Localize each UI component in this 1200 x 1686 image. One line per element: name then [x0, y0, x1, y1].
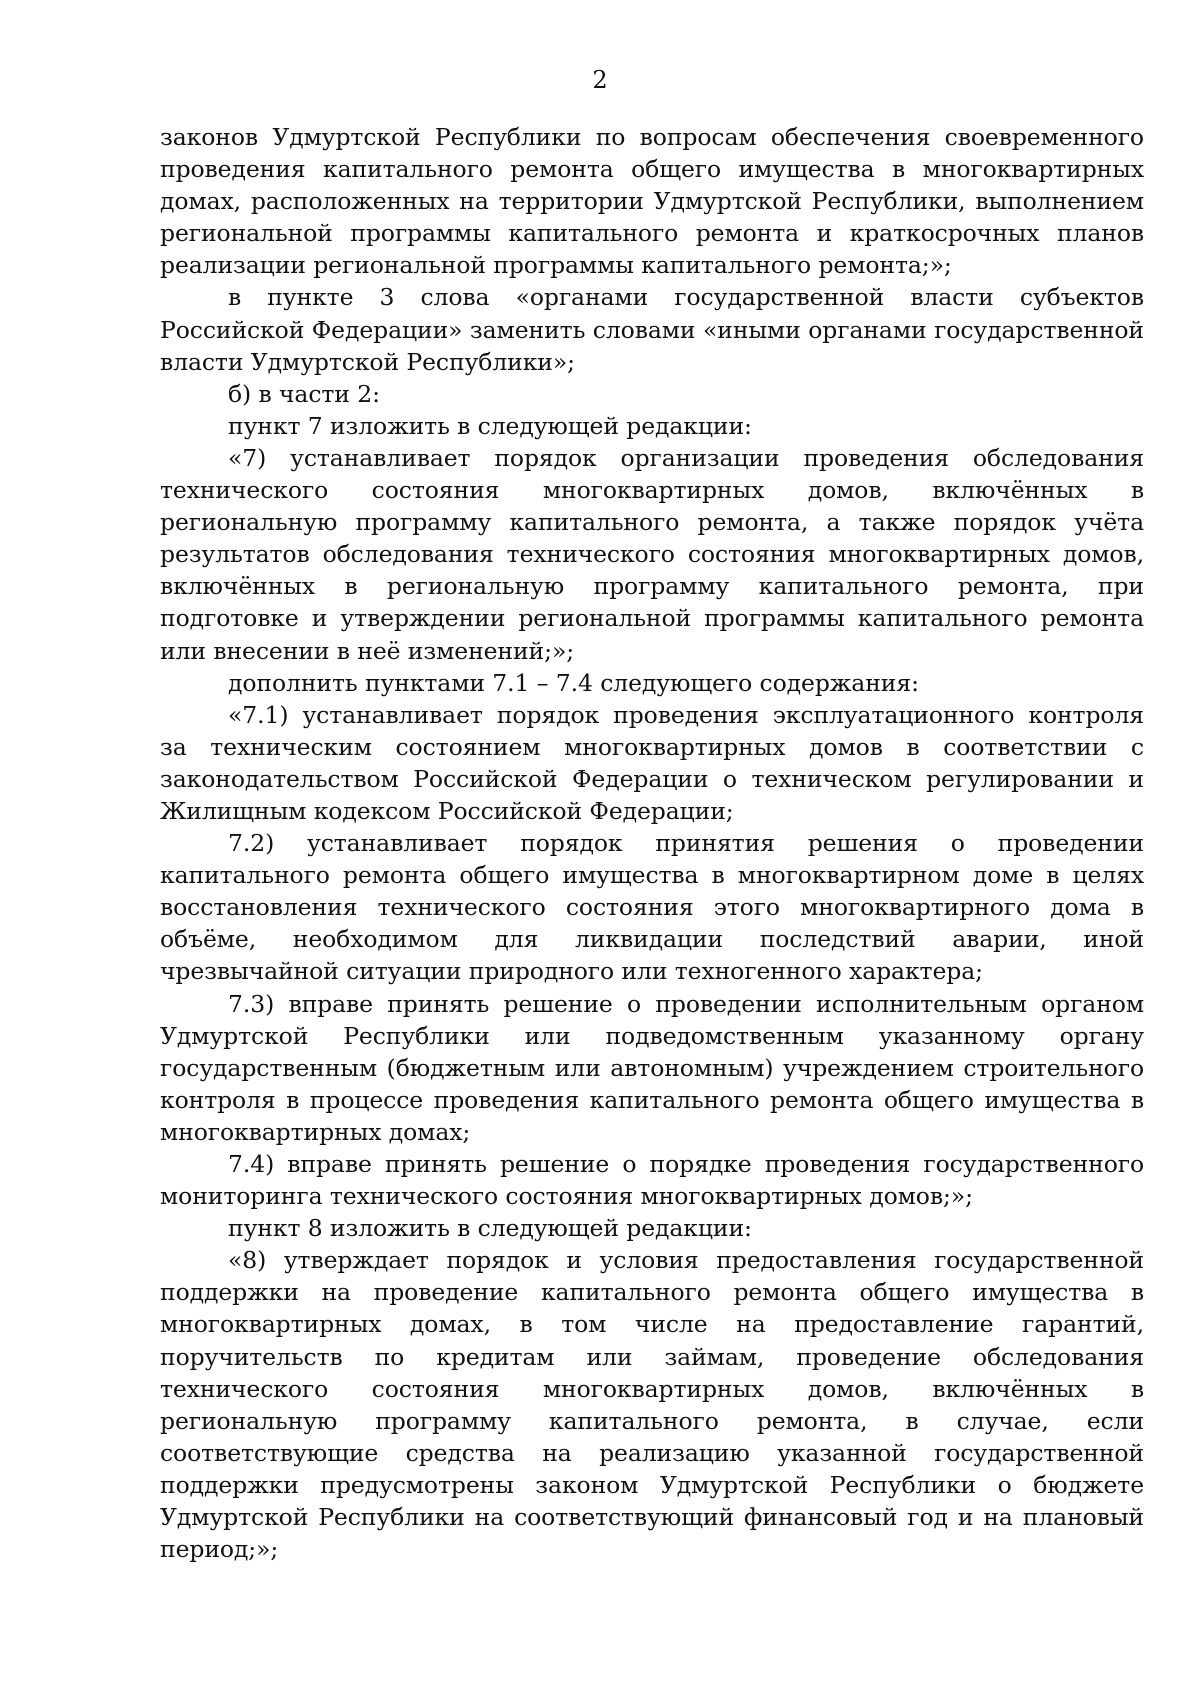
paragraph-item-8-text: «8) утверждает порядок и условия предоставления государственной поддержки на проведение капитального ремонта общего имущества в многоквартирных домах, в том числе на предоставление гарантий, поручительств по кредитам или займам, проведение обследования технического состояния многоквартирных домов, включённых в региональную программу капитального ремонта, в случае, если соответствующие средства на реализацию указанной государственной поддержки предусмотрены законом Удмуртской Республики о бюджете Удмуртской Республики на соответствующий финансовый год и на плановый период;»; [160, 1246, 1144, 1564]
paragraph-laws-continuation: законов Удмуртской Республики по вопросам обеспечения своевременного проведения капитального ремонта общего имущества в многоквартирных домах, расположенных на территории Удмуртской Республики, выполнением региональной программы капитального ремонта и краткосрочных планов реализации региональной программы капитального ремонта;»; [160, 123, 1144, 280]
paragraph-item-7-3: 7.3) вправе принять решение о проведении исполнительным органом Удмуртской Республики или подведомственным указанному органу государственным (бюджетным или автономным) учреждением строительного контроля в процессе проведения капитального ремонта общего имущества в многоквартирных домах; [160, 989, 1144, 1146]
paragraph-items-7-1-7-4-intro: дополнить пунктами 7.1 – 7.4 следующего содержания: [228, 668, 919, 697]
paragraph-item-7-text: «7) устанавливает порядок организации проведения обследования технического состояния многоквартирных домов, включённых в региональную программу капитального ремонта, а также порядок учёта результатов обследования технического состояния многоквартирных домов, включённых в региональную программу капитального ремонта, при подготовке и утверждении региональной программы капитального ремонта или внесении в неё изменений;»; [160, 443, 1144, 665]
document-body [160, 121, 1144, 1565]
paragraph-item-3-replacement: в пункте 3 слова «органами государственной власти субъектов Российской Федерации» заменить словами «иными органами государственной власти Удмуртской Республики»; [160, 283, 1144, 376]
paragraph-item-7-1: «7.1) устанавливает порядок проведения эксплуатационного контроля за техническим состоянием многоквартирных домов в соответствии с законодательством Российской Федерации о техническом регулировании и Жилищным кодексом Российской Федерации; [160, 700, 1144, 825]
page-number: 2 [592, 66, 608, 94]
paragraph-item-7-2: 7.2) устанавливает порядок принятия решения о проведении капитального ремонта общего имущества в многоквартирном доме в целях восстановления технического состояния этого многоквартирного дома в объёме, необходимом для ликвидации последствий аварии, иной чрезвычайной ситуации природного или техногенного характера; [160, 829, 1144, 986]
paragraph-item-8-intro: пункт 8 изложить в следующей редакции: [228, 1214, 752, 1243]
paragraph-item-7-4: 7.4) вправе принять решение о порядке проведения государственного мониторинга технического состояния многоквартирных домов;»; [160, 1150, 1144, 1211]
paragraph-part-2-heading: б) в части 2: [228, 379, 380, 408]
paragraph-item-7-intro: пункт 7 изложить в следующей редакции: [228, 411, 752, 440]
